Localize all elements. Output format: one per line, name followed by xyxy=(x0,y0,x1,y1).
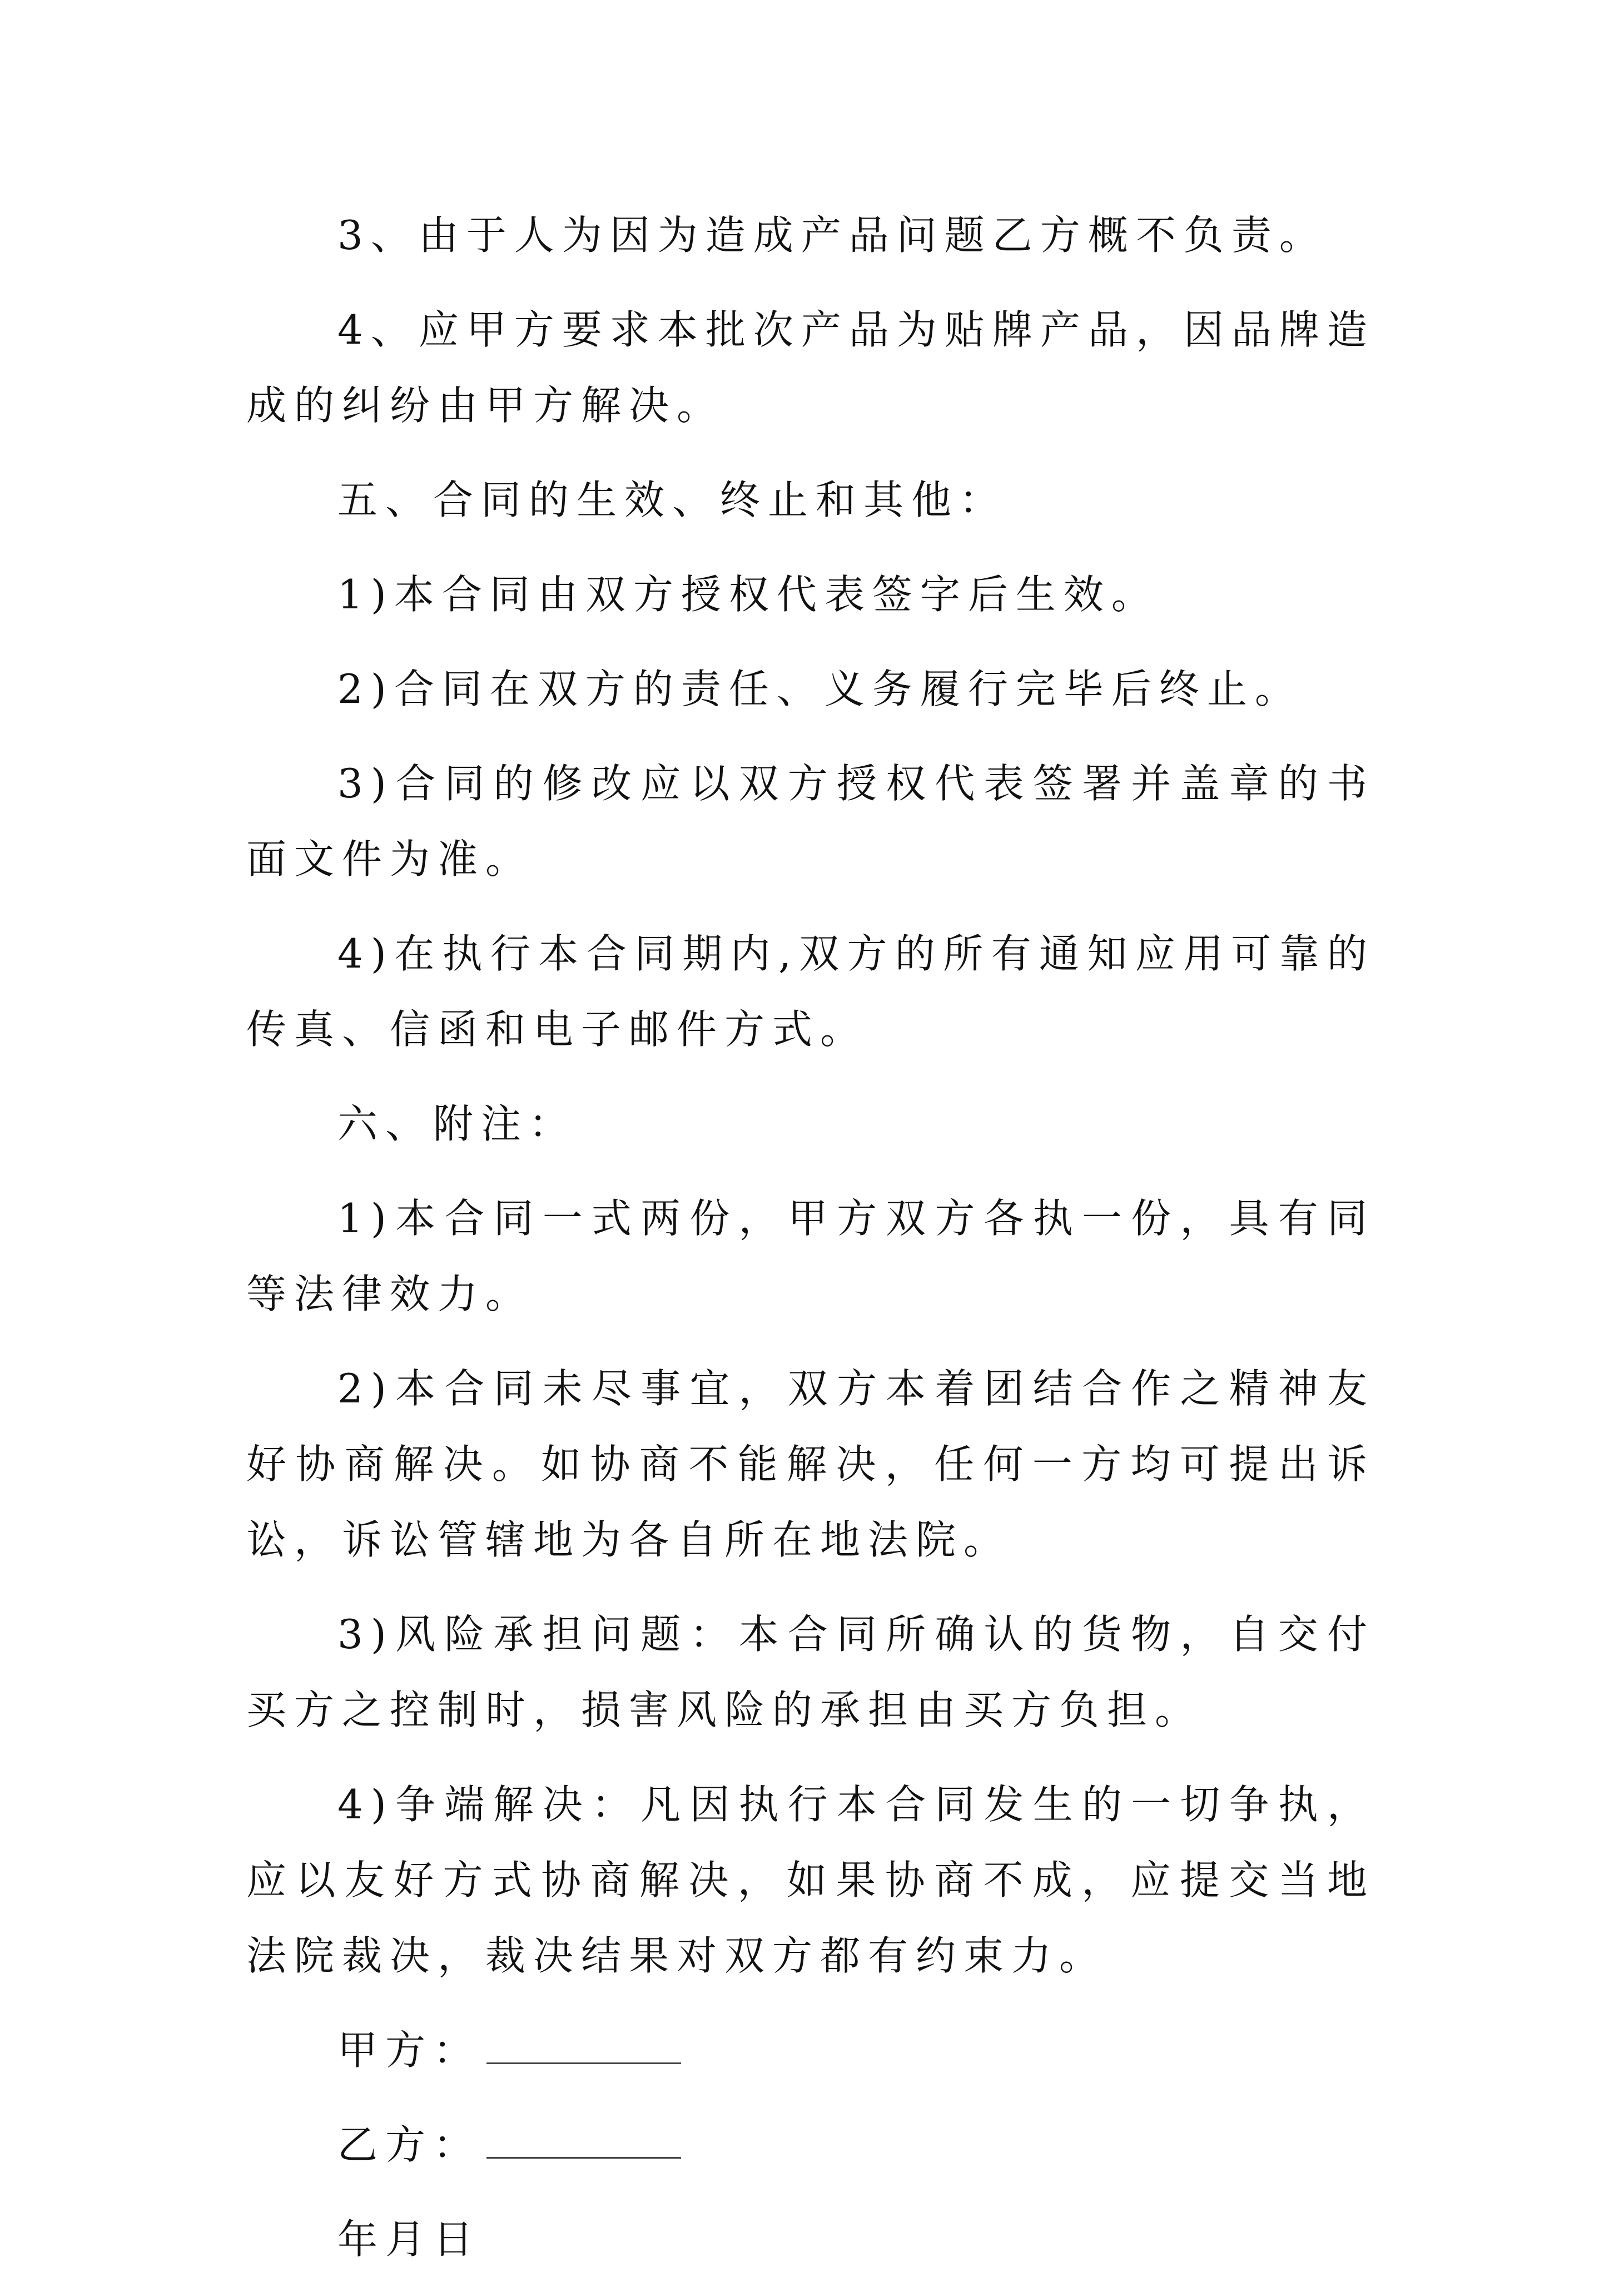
party-a-signature-line xyxy=(486,2029,681,2064)
party-a-label: 甲方： xyxy=(337,2027,481,2074)
section-5-item-2: 2)合同在双方的责任、义务履行完毕后终止。 xyxy=(337,666,1303,712)
clause-4-oem-brand: 4、应甲方要求本批次产品为贴牌产品，因品牌造成的纠纷由甲方解决。 xyxy=(246,306,1375,429)
section-6-item-1: 1)本合同一式两份，甲方双方各执一份，具有同等法律效力。 xyxy=(246,1195,1375,1317)
party-b-signature-line xyxy=(486,2124,681,2159)
section-6-item-3: 3)风险承担问题：本合同所确认的货物，自交付买方之控制时，损害风险的承担由买方负担。 xyxy=(246,1611,1375,1733)
section-5-item-3: 3)合同的修改应以双方授权代表签署并盖章的书面文件为准。 xyxy=(246,760,1375,882)
section-5-item-4: 4)在执行本合同期内,双方的所有通知应用可靠的传真、信函和电子邮件方式。 xyxy=(246,930,1375,1053)
party-b-signature-row xyxy=(246,2107,1375,2183)
contract-body xyxy=(246,197,1375,2296)
party-b-label: 乙方： xyxy=(337,2121,481,2168)
section-6-item-4: 4)争端解决：凡因执行本合同发生的一切争执，应以友好方式协商解决，如果协商不成，应提交当地法院裁决，裁决结果对双方都有约束力。 xyxy=(246,1781,1375,1979)
section-5-heading: 五、合同的生效、终止和其他： xyxy=(337,477,1007,523)
clause-3-liability: 3、由于人为因为造成产品问题乙方概不负责。 xyxy=(337,212,1327,259)
date-line: 年月日 xyxy=(337,2216,481,2263)
section-5-item-1: 1)本合同由双方授权代表签字后生效。 xyxy=(337,571,1159,618)
section-6-item-2: 2)本合同未尽事宜，双方本着团结合作之精神友好协商解决。如协商不能解决，任何一方均可提出诉讼，诉讼管辖地为各自所在地法院。 xyxy=(246,1365,1375,1563)
party-a-signature-row xyxy=(246,2012,1375,2088)
section-6-heading: 六、附注： xyxy=(337,1100,577,1147)
